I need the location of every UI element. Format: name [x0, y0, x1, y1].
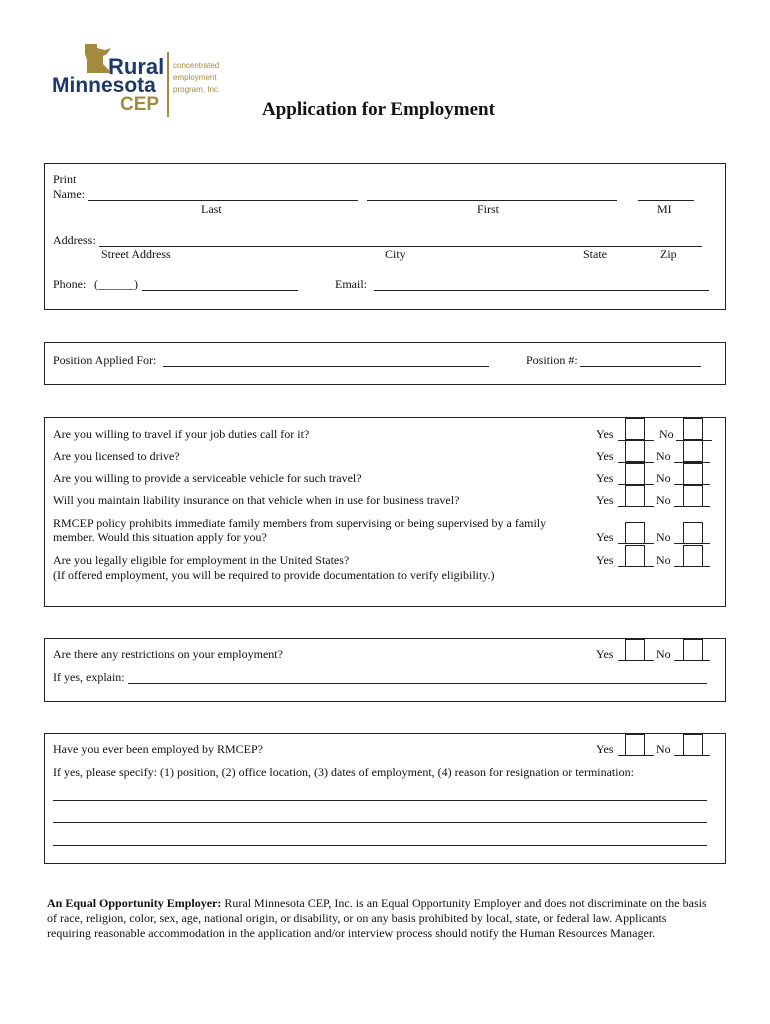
logo-word-rural: Rural: [108, 54, 165, 79]
question-text: Are you willing to travel if your job duties call for it?: [53, 427, 310, 441]
yes-checkbox[interactable]: [625, 418, 645, 440]
no-label: No: [656, 553, 671, 567]
no-label: No: [656, 647, 671, 661]
yes-checkbox[interactable]: [625, 463, 645, 485]
first-caption: First: [477, 202, 500, 216]
question-text-line2: (If offered employment, you will be required to provide documentation to verify eligibility.): [53, 568, 495, 582]
prior-detail-line[interactable]: [53, 800, 707, 801]
mi-caption: MI: [657, 202, 672, 216]
position-applied-field[interactable]: [163, 366, 489, 367]
logo-tag-3: program, Inc.: [173, 85, 221, 94]
zip-caption: Zip: [660, 247, 677, 261]
logo-tag-2: employment: [173, 73, 217, 82]
yes-checkbox[interactable]: [625, 485, 645, 507]
logo-tag-1: concentrated: [173, 61, 220, 70]
email-field[interactable]: [374, 290, 709, 291]
eoe-heading: An Equal Opportunity Employer:: [47, 896, 222, 910]
phone-label: Phone:: [53, 277, 87, 291]
first-name-field[interactable]: [367, 200, 617, 201]
name-label: Name:: [53, 187, 85, 201]
yes-label: Yes: [596, 647, 614, 661]
last-caption: Last: [201, 202, 222, 216]
logo-word-minnesota: Minnesota: [52, 74, 156, 97]
eoe-statement: [47, 896, 712, 941]
no-label: No: [656, 493, 671, 507]
restrictions-question: Are there any restrictions on your employment?: [53, 647, 283, 661]
street-caption: Street Address: [101, 247, 171, 261]
yes-label: Yes: [596, 427, 614, 441]
prior-detail-line[interactable]: [53, 845, 707, 846]
email-label: Email:: [335, 277, 367, 291]
prior-detail-line[interactable]: [53, 822, 707, 823]
city-caption: City: [385, 247, 406, 261]
no-checkbox[interactable]: [683, 418, 703, 440]
question-text: Are you legally eligible for employment in the United States?: [53, 553, 350, 567]
no-checkbox[interactable]: [683, 463, 703, 485]
state-caption: State: [583, 247, 607, 261]
yes-label: Yes: [596, 493, 614, 507]
logo: [50, 42, 225, 122]
logo-divider: [167, 52, 169, 117]
yes-label: Yes: [596, 530, 614, 544]
yes-label: Yes: [596, 449, 614, 463]
explain-field[interactable]: [128, 683, 707, 684]
no-checkbox[interactable]: [683, 639, 703, 661]
question-text: Are you licensed to drive?: [53, 449, 180, 463]
no-checkbox[interactable]: [683, 485, 703, 507]
no-checkbox[interactable]: [683, 545, 703, 567]
no-label: No: [656, 449, 671, 463]
no-checkbox[interactable]: [683, 440, 703, 462]
personal-info-section: [44, 163, 726, 310]
no-label: No: [659, 427, 674, 441]
position-number-label: Position #:: [526, 353, 578, 367]
phone-field[interactable]: [142, 290, 298, 291]
position-applied-label: Position Applied For:: [53, 353, 157, 367]
address-label: Address:: [53, 233, 96, 247]
yes-checkbox[interactable]: [625, 734, 645, 756]
position-number-field[interactable]: [580, 366, 701, 367]
eoe-text: Rural Minnesota CEP, Inc. is an Equal Opportunity Employer and does not discriminate on the basis of race, religion, color, sex, age, national origin, or disability, or on any basis prohibited by local, state, or federal law. Applicants requiring reasonable accommodation in the application and/or interview process should notify the Human Resources Manager.: [47, 896, 707, 940]
question-text: Will you maintain liability insurance on that vehicle when in use for business travel?: [53, 493, 460, 507]
yes-checkbox[interactable]: [625, 440, 645, 462]
no-label: No: [656, 742, 671, 756]
question-text: Are you willing to provide a serviceable vehicle for such travel?: [53, 471, 362, 485]
yes-label: Yes: [596, 553, 614, 567]
no-checkbox[interactable]: [683, 522, 703, 544]
logo-word-cep: CEP: [120, 94, 160, 115]
yes-checkbox[interactable]: [625, 639, 645, 661]
no-checkbox[interactable]: [683, 734, 703, 756]
print-label: Print: [53, 172, 77, 186]
question-text: RMCEP policy prohibits immediate family members from supervising or being supervised by a family: [53, 516, 547, 530]
prior-employment-question: Have you ever been employed by RMCEP?: [53, 742, 263, 756]
phone-area-code[interactable]: (______): [94, 277, 138, 291]
last-name-field[interactable]: [88, 200, 358, 201]
question-text-line2: member. Would this situation apply for you?: [53, 530, 267, 544]
page-title: Application for Employment: [262, 99, 495, 120]
yes-checkbox[interactable]: [625, 545, 645, 567]
mi-field[interactable]: [638, 200, 694, 201]
yes-label: Yes: [596, 742, 614, 756]
explain-label: If yes, explain:: [53, 670, 125, 684]
no-label: No: [656, 471, 671, 485]
no-label: No: [656, 530, 671, 544]
prior-specify-text: If yes, please specify: (1) position, (2) office location, (3) dates of employment, (4) reason for resignation or termination:: [53, 765, 634, 779]
yes-label: Yes: [596, 471, 614, 485]
yes-checkbox[interactable]: [625, 522, 645, 544]
